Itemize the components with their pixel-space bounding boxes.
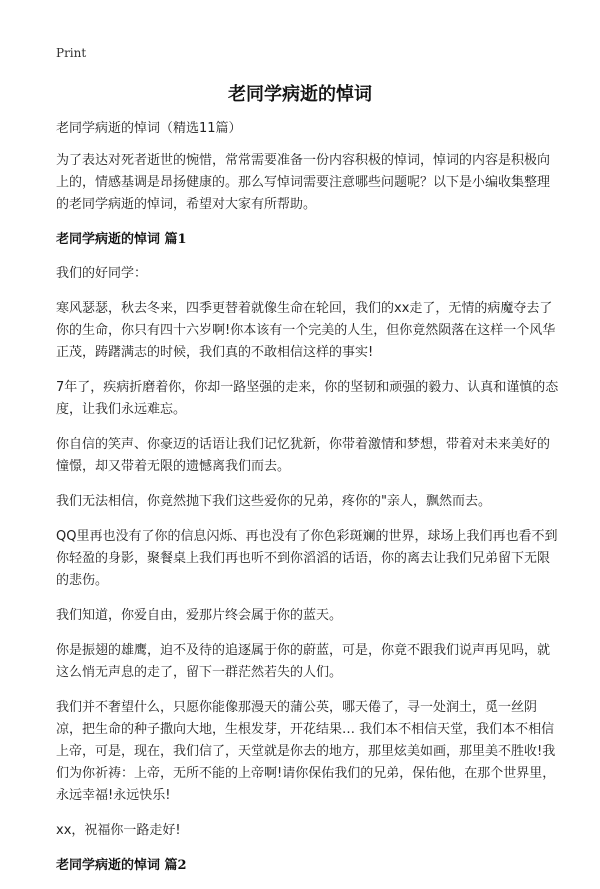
paragraph: xx，祝福你一路走好! — [56, 823, 181, 838]
section-heading-1: 老同学病逝的悼词 篇1 — [56, 232, 187, 247]
paragraph: 你自信的笑声、你豪迈的话语让我们记忆犹新，你带着激情和梦想，带着对未来美好的憧憬，却又带着无限的遗憾离我们而去。 — [56, 437, 551, 474]
paragraph: 我们的好同学： — [56, 266, 148, 281]
paragraph: 我们并不奢望什么，只愿你能像那漫天的蒲公英，哪天倦了，寻一处润土，觅一丝阴凉，把生命的种子撒向大地，生根发芽，开花结果… 我们本不相信天堂，我们本不相信上帝，可是，现在，我们信了，天堂就是你去的地方，那里炫美如画，那里美不胜收!我们为你祈祷：上帝，无所不能的上帝啊!请你保佑我们的兄弟，保佑他，在那个世界里，永远幸福!永远快乐! — [56, 700, 556, 803]
subtitle: 老同学病逝的悼词（精选11篇） — [56, 121, 242, 136]
paragraph: 你是振翅的雄鹰，迫不及待的追逐属于你的蔚蓝，可是，你竟不跟我们说声再见吗，就这么悄无声息的走了，留下一群茫然若失的人们。 — [56, 643, 551, 680]
page-title: 老同学病逝的悼词 — [228, 84, 372, 105]
paragraph: QQ里再也没有了你的信息闪烁、再也没有了你色彩斑斓的世界，球场上我们再也看不到你轻盈的身影，聚餐桌上我们再也听不到你滔滔的话语，你的离去让我们兄弟留下无限的悲伤。 — [56, 529, 558, 588]
article-body — [56, 118, 560, 889]
paragraph: 我们无法相信，你竟然抛下我们这些爱你的兄弟，疼你的"亲人，飘然而去。 — [56, 494, 491, 509]
paragraph: 7年了，疾病折磨着你，你却一路坚强的走来，你的坚韧和顽强的毅力、认真和谨慎的态度，让我们永远难忘。 — [56, 380, 559, 417]
paragraph: 我们知道，你爱自由，爱那片终会属于你的蓝天。 — [56, 608, 343, 623]
paragraph: 寒风瑟瑟，秋去冬来，四季更替着就像生命在轮回，我们的xx走了，无情的病魔夺去了你的生命，你只有四十六岁啊!你本该有一个完美的人生，但你竟然陨落在这样一个风华正茂，踌躇满志的时候，我们真的不敢相信这样的事实! — [56, 301, 556, 360]
intro-paragraph: 为了表达对死者逝世的惋惜，常常需要准备一份内容积极的悼词，悼词的内容是积极向上的，情感基调是昂扬健康的。那么写悼词需要注意哪些问题呢？以下是小编收集整理的老同学病逝的悼词，希望对大家有所帮助。 — [56, 153, 551, 212]
section-heading-2: 老同学病逝的悼词 篇2 — [56, 858, 187, 873]
print-link[interactable]: Print — [56, 46, 87, 60]
